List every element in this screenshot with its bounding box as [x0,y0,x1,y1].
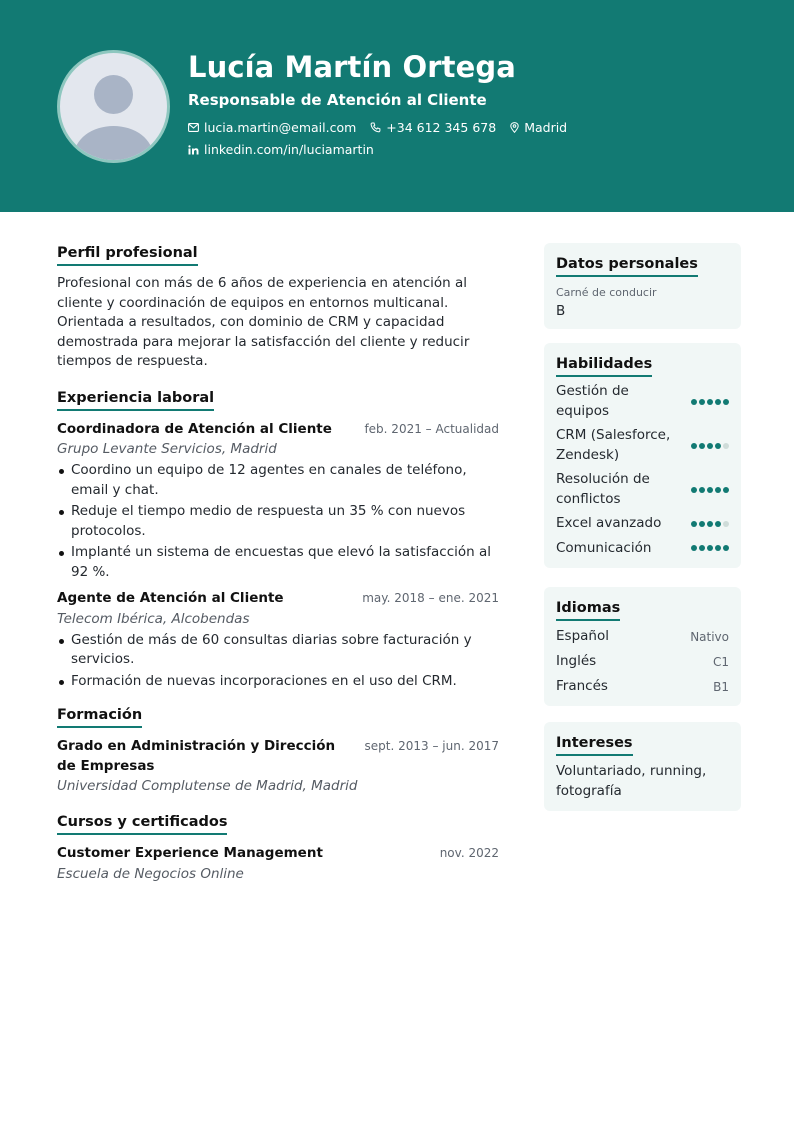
personal-data-card [544,243,741,329]
contact-phone[interactable] [370,120,496,135]
skill-dot [707,399,713,405]
profile-text: Profesional con más de 6 años de experiencia en atención al cliente y coordinación de equipos en entornos multicanal. Orientada a resultados, con dominio de CRM y capacidad demostrada para mejorar la satisfacción del cliente y reducir tiempos de respuesta. [57,275,470,369]
skill-dot [707,443,713,449]
skill-dot [707,487,713,493]
skills-list [556,382,729,558]
skill-dot [691,443,697,449]
skill-dot [723,443,729,449]
skill-level-dots [689,545,729,551]
skill-row [556,539,729,559]
interests-text: Voluntariado, running, fotografía [556,763,707,799]
language-name: Español [556,628,609,644]
phone-text: +34 612 345 678 [386,120,497,135]
skill-row [556,426,729,465]
education-entry [57,737,499,796]
section-title: Habilidades [556,356,652,377]
skill-name: Comunicación [556,539,652,556]
avatar-body [74,126,153,163]
degree-institution: Universidad Complutense de Madrid, Madrid [57,778,358,794]
contact-row-linkedin [188,142,388,157]
skill-dot [699,487,705,493]
job-title: Coordinadora de Atención al Cliente [57,420,332,437]
section-title: Intereses [556,735,633,756]
skill-dot [699,399,705,405]
skill-dot [723,521,729,527]
course-entry [57,844,499,884]
education-section [57,704,499,796]
location-text: Madrid [524,120,568,135]
bullet-item: Reduje el tiempo medio de respuesta un 35 % con nuevos protocolos. [57,502,499,541]
skill-dot [691,521,697,527]
skill-level-dots [689,487,729,493]
skill-dot [707,545,713,551]
candidate-role: Responsable de Atención al Cliente [188,91,487,109]
job-company: Telecom Ibérica, Alcobendas [57,610,250,627]
language-level: Nativo [690,629,729,644]
bullet-item: Gestión de más de 60 consultas diarias sobre facturación y servicios. [57,631,499,670]
skill-level-dots [689,443,729,449]
skill-dot [723,545,729,551]
candidate-name: Lucía Martín Ortega [188,50,516,84]
section-title: Formación [57,707,142,728]
experience-section [57,387,499,692]
email-text: lucia.martin@email.com [204,120,357,135]
course-date: nov. 2022 [439,846,499,860]
language-level: B1 [713,679,729,694]
skill-dot [691,399,697,405]
map-pin-icon [510,122,519,133]
skill-level-dots [689,521,729,527]
languages-list [556,627,729,696]
courses-section [57,811,499,884]
contact-linkedin[interactable] [188,142,374,157]
job-company: Grupo Levante Servicios, Madrid [57,441,277,457]
experience-entry [57,420,499,583]
job-bullets [57,631,499,692]
degree-title: Grado en Administración y Dirección de Empresas [57,738,336,774]
avatar [57,50,170,163]
language-level: C1 [712,654,729,669]
language-row [556,677,729,696]
skill-dot [723,399,729,405]
skill-level-dots [689,399,729,405]
linkedin-icon [188,145,199,155]
skill-dot [691,487,697,493]
skill-dot [715,545,721,551]
job-date: may. 2018 – ene. 2021 [362,591,499,605]
language-name: Francés [556,678,608,694]
phone-icon [370,122,381,133]
license-value: B [556,303,566,319]
header-banner [0,0,794,212]
job-bullets [57,461,499,582]
contact-row [188,120,581,135]
course-institution: Escuela de Negocios Online [57,865,244,882]
skill-dot [707,521,713,527]
skill-dot [691,545,697,551]
section-title: Experiencia laboral [57,390,214,411]
skill-row [556,470,729,509]
avatar-head [94,75,133,114]
experience-entry [57,589,499,691]
skill-name: Excel avanzado [556,515,662,531]
profile-section [57,242,499,372]
skill-row [556,514,729,534]
section-title: Cursos y certificados [57,814,227,835]
main-column [57,242,499,884]
contact-location [510,120,567,135]
envelope-icon [188,123,199,132]
skill-dot [715,399,721,405]
section-title: Idiomas [556,600,620,621]
linkedin-text: linkedin.com/in/luciamartin [204,142,374,157]
course-title: Customer Experience Management [57,845,323,861]
section-title: Datos personales [556,256,698,277]
skill-dot [715,443,721,449]
job-date: feb. 2021 – Actualidad [364,421,499,436]
job-title: Agente de Atención al Cliente [57,590,284,606]
contact-email[interactable] [188,120,356,135]
section-title: Perfil profesional [57,245,198,266]
skill-dot [699,521,705,527]
interests-card [544,722,741,811]
skills-card [544,343,741,568]
skill-dot [715,487,721,493]
license-label: Carné de conducir [556,286,657,299]
skill-dot [723,487,729,493]
bullet-item: Implanté un sistema de encuestas que elevó la satisfacción al 92 %. [57,543,499,582]
skill-dot [699,443,705,449]
language-name: Inglés [556,653,597,669]
skill-name: Gestión de equipos [556,383,629,419]
skill-dot [715,521,721,527]
language-row [556,627,729,646]
skill-dot [699,545,705,551]
languages-card [544,587,741,706]
language-row [556,652,729,671]
bullet-item: Coordino un equipo de 12 agentes en canales de teléfono, email y chat. [57,461,499,500]
skill-row [556,382,729,421]
bullet-item: Formación de nuevas incorporaciones en el uso del CRM. [57,672,499,692]
skill-name: Resolución de conflictos [556,471,650,507]
skill-name: CRM (Salesforce, Zendesk) [556,427,671,463]
degree-date: sept. 2013 – jun. 2017 [364,739,499,753]
